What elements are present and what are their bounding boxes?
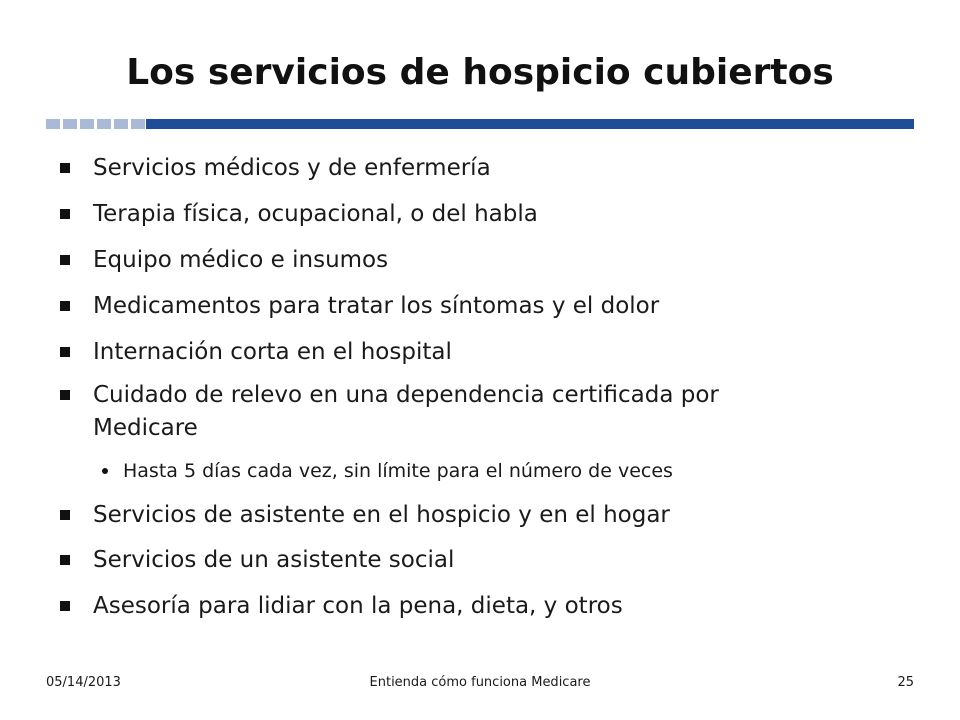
list-item-text: Equipo médico e insumos — [93, 247, 389, 273]
list-item-text: Asesoría para lidiar con la pena, dieta, y otros — [93, 593, 623, 619]
list-item-text: Servicios de asistente en el hospicio y en el hogar — [93, 502, 670, 528]
square-bullet-icon — [60, 163, 70, 173]
rule-segment-4 — [97, 119, 111, 129]
square-bullet-icon — [60, 390, 70, 400]
list-item-text-continued: Medicare — [93, 415, 198, 441]
footer-page-number: 25 — [897, 675, 914, 690]
footer-date: 05/14/2013 — [46, 675, 121, 690]
square-bullet-icon — [60, 301, 70, 311]
list-item-text: Servicios de un asistente social — [93, 547, 455, 573]
rule-line-solid — [146, 119, 914, 129]
rule-segment-2 — [63, 119, 77, 129]
rule-segment-5 — [114, 119, 128, 129]
square-bullet-icon — [60, 347, 70, 357]
list-item-text: Internación corta en el hospital — [93, 339, 452, 365]
list-item-text: Cuidado de relevo en una dependencia certificada por — [93, 382, 719, 408]
square-bullet-icon — [60, 209, 70, 219]
round-bullet-icon — [102, 468, 108, 474]
rule-segment-1 — [46, 119, 60, 129]
list-item-text: Terapia física, ocupacional, o del habla — [93, 201, 538, 227]
list-item-text: Medicamentos para tratar los síntomas y el dolor — [93, 293, 660, 319]
rule-segment-6 — [131, 119, 145, 129]
square-bullet-icon — [60, 601, 70, 611]
slide-title: Los servicios de hospicio cubiertos — [126, 52, 834, 93]
list-item-text: Servicios médicos y de enfermería — [93, 155, 491, 181]
sub-list-item-text: Hasta 5 días cada vez, sin límite para el número de veces — [123, 460, 673, 482]
square-bullet-icon — [60, 510, 70, 520]
square-bullet-icon — [60, 555, 70, 565]
footer-title: Entienda cómo funciona Medicare — [369, 675, 591, 690]
rule-segment-3 — [80, 119, 94, 129]
title-underline-rule — [46, 119, 914, 129]
square-bullet-icon — [60, 255, 70, 265]
